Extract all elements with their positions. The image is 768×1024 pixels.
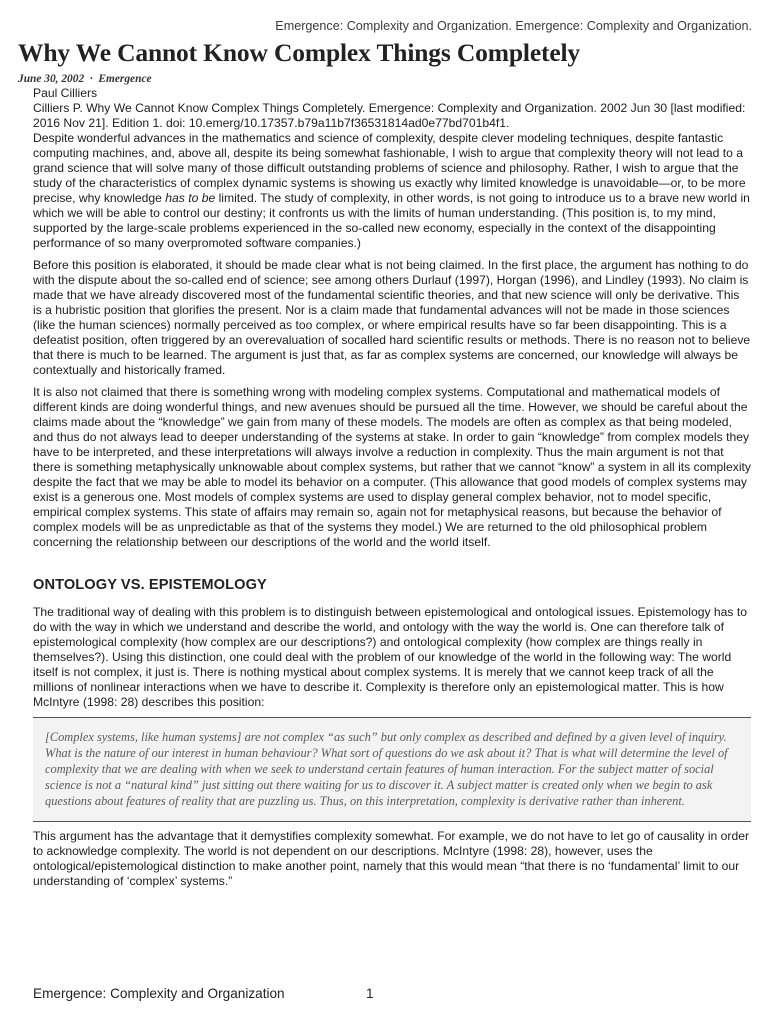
paragraph-1-text-a: Despite wonderful advances in the mathematics and science of complexity, despite clever modeling techniques, despite fantastic computing machines, and, above all, despite its being somewhat fashionable, I wish to argue that complexity theory will not lead to a grand science that will solve many of those difficult outstanding problems of science and philosophy. Rather, I wish to argue that the study of the characteristics of complex dynamic systems is showing us exactly why limited knowledge is unavoidable—or, to be more precise, why knowledge [33,131,746,205]
article-category: Emergence [98,73,152,85]
running-header: Emergence: Complexity and Organization. Emergence: Complexity and Organization. [275,19,752,33]
paragraph-1-emphasis: has to be [165,191,216,205]
paragraph-5: This argument has the advantage that it demystifies complexity somewhat. For example, we do not have to let go of causality in order to acknowledge complexity. The world is not dependent on our descriptions. McIntyre (1998: 28), however, uses the ontological/epistemological distinction to make another point, namely that this would mean “that there is no ‘fundamental’ limit to our understanding of ‘complex’ systems.” [33,829,749,888]
footer-page-number: 1 [366,986,374,1001]
blockquote-box [33,717,751,822]
paragraph-4: The traditional way of dealing with this problem is to distinguish between epistemological and ontological issues. Epistemology has to do with the way in which we understand and describe the world, and ontology with the way the world is. One can therefore talk of epistemological complexity (how complex are our descriptions?) and ontological complexity (how complex are things really in themselves?). Using this distinction, one could deal with the problem of our knowledge of the world in the following way: The world itself is not complex, it just is. There is nothing mystical about complex systems. It is merely that we cannot keep track of all the millions of nonlinear interactions when we have to describe it. Complexity is therefore only an epistemological matter. This is how McIntyre (1998: 28) describes this position: [33,605,747,709]
article-date: June 30, 2002 [18,73,85,85]
citation: Cilliers P. Why We Cannot Know Complex Things Completely. Emergence: Complexity and Organization. 2002 Jun 30 [last modified: 2016 Nov 21]. Edition 1. doi: 10.emerg/10.17357.b79a11b7f36531814ad0e77bd701b4f1. [33,101,746,130]
paragraph-3: It is also not claimed that there is something wrong with modeling complex systems. Computational and mathematical models of different kinds are doing wonderful things, and new avenues should be pursued all the time. However, we should be careful about the claims made about the “knowledge” we gain from many of these models. The models are often as complex as that being modeled, and thus do not always lead to deeper understanding of the systems at stake. In order to gain “knowledge” from complex models they have to be interpreted, and these interpretations will always involve a reduction in complexity. Thus the main argument is not that there is something metaphysically unknowable about complex systems, but rather that we cannot “know” a system in all its complexity despite the fact that we may be able to model its behavior on a computer. (This allowance that good models of complex systems may exist is a generous one. Most models of complex systems are used to display general complex behavior, not to model specific, empirical complex systems. This state of affairs may remain so, again not for metaphysical reasons, but because the behavior of complex models will be as unpredictable as that of the systems they model.) We are returned to the old philosophical problem concerning the relationship between our descriptions of the world and the world itself. [33,385,751,549]
footer-journal-name: Emergence: Complexity and Organization [33,986,285,1001]
dateline-separator: · [87,73,96,85]
paragraph-1-text-b: limited. The study of complexity, in other words, is not going to introduce us to a brave new world in which we will be able to control our destiny; it confronts us with the limits of human understanding. (This position is, to my mind, supported by the large-scale problems experienced in the so-called new economy, especially in the context of the disappointing performance of so many overpromoted software companies.) [33,191,750,250]
paragraph-1 [33,131,751,251]
dateline [18,73,152,85]
section-heading: ONTOLOGY VS. EPISTEMOLOGY [33,577,267,593]
blockquote-text: [Complex systems, like human systems] are not complex “as such” but only complex as described and defined by a given level of inquiry. What is the nature of our interest in human behaviour? What sort of questions do we ask about it? That is what will determine the level of complexity that we are dealing with when we seek to understand certain features of human interaction. For the subject matter of social science is not a “natural kind” just sitting out there waiting for us to discover it. A subject matter is created only when we begin to ask questions about features of reality that are puzzling us. Thus, on this interpretation, complexity is derivative rather than inherent. [45,730,728,808]
article-body [33,86,751,889]
paragraph-2: Before this position is elaborated, it should be made clear what is not being claimed. In the first place, the argument has nothing to do with the dispute about the so-called end of science; see among others Durlauf (1997), Horgan (1996), and Lindley (1993). No claim is made that we have already discovered most of the fundamental scientific theories, and that new science will only be derivative. This is a hubristic position that glorifies the present. Nor is a claim made that fundamental advances will not be made in those sciences (like the human sciences) normally perceived as too complex, or where empirical results have so far been disappointing. This is a defeatist position, often triggered by an overevaluation of socalled hard scientific results or methods. There is no reason not to believe that there is much to be learned. The argument is just that, as far as complex systems are concerned, our knowledge will always be contextually and historically framed. [33,258,751,377]
article-title: Why We Cannot Know Complex Things Completely [18,38,581,67]
author-name: Paul Cilliers [33,86,98,100]
